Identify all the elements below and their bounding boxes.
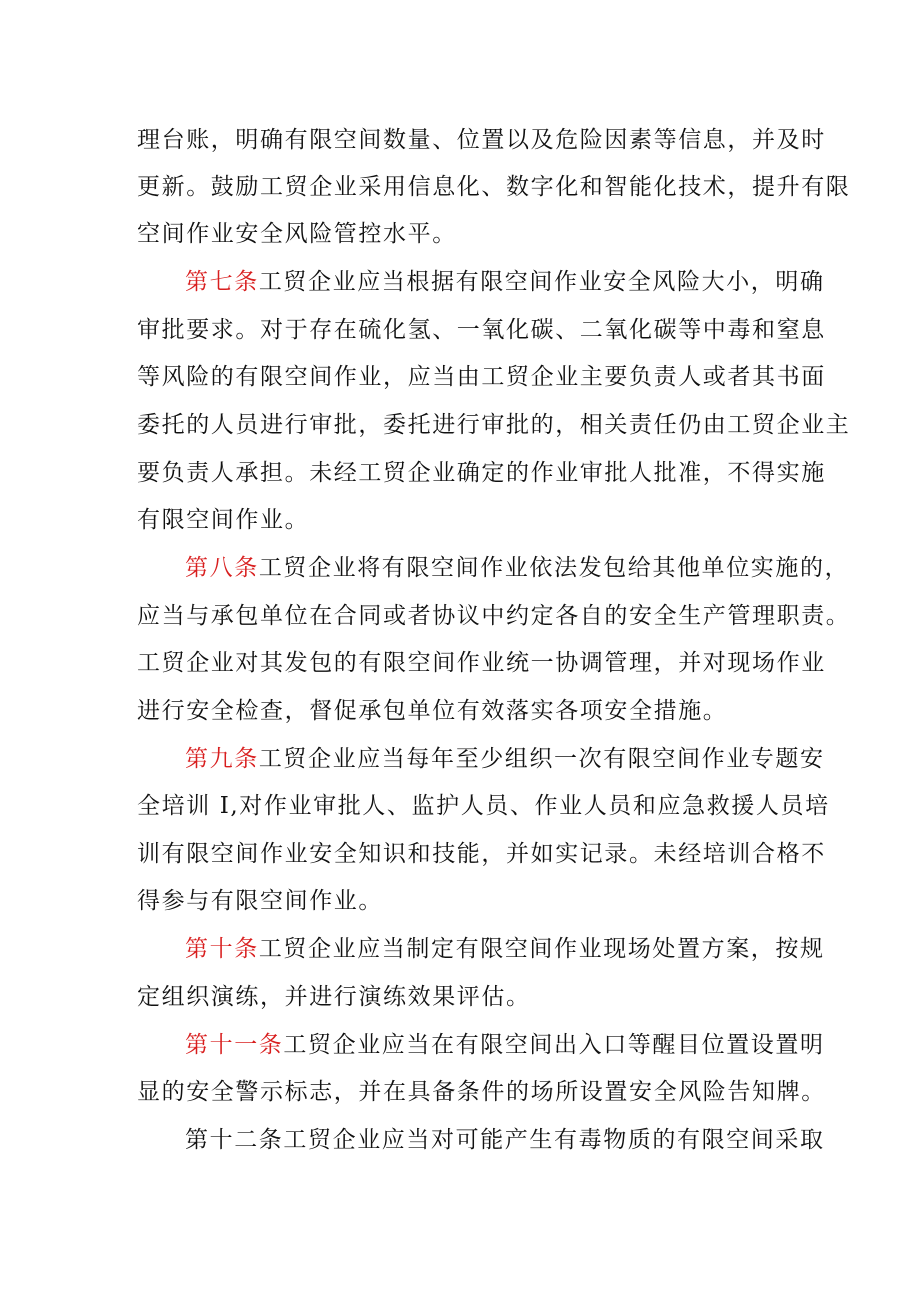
paragraph-line: 全培训 I,对作业审批人、监护人员、作业人员和应急救援人员培 [137,793,830,819]
article-number: 第八条 [185,555,259,581]
article-text: 工贸企业将有限空间作业依法发包给其他单位实施的， [258,555,850,581]
article-number: 第七条 [185,269,259,295]
article-8-first-line [185,553,849,583]
article-number: 第九条 [185,746,259,772]
article-11-first-line [185,1030,825,1060]
paragraph-line: 空间作业安全风险管控水平。 [137,221,457,247]
paragraph-line: 更新。鼓励工贸企业采用信息化、数字化和智能化技术，提升有限 [137,174,851,200]
article-number: 第十条 [185,936,259,962]
paragraph-line: 等风险的有限空间作业，应当由工贸企业主要负责人或者其书面 [137,364,826,390]
paragraph-line: 应当与承包单位在合同或者协议中约定各自的安全生产管理职责。 [137,603,851,629]
paragraph-line: 得参与有限空间作业。 [137,888,383,914]
article-9-first-line [185,744,825,774]
paragraph-line: 要负责人承担。未经工贸企业确定的作业审批人批准，不得实施 [137,460,826,486]
article-number: 第十一条 [185,1032,284,1058]
paragraph-line: 工贸企业对其发包的有限空间作业统一协调管理，并对现场作业 [137,650,826,676]
paragraph-line: 有限空间作业。 [137,507,310,533]
article-text: 工贸企业应当根据有限空间作业安全风险大小，明确 [258,269,825,295]
article-text: 工贸企业应当制定有限空间作业现场处置方案，按规 [258,936,825,962]
paragraph-line: 训有限空间作业安全知识和技能，并如实记录。未经培训合格不 [137,841,826,867]
paragraph-line: 审批要求。对于存在硫化氢、一氧化碳、二氧化碳等中毒和窒息 [137,317,826,343]
paragraph-line: 显的安全警示标志，并在具备条件的场所设置安全风险告知牌。 [137,1079,826,1105]
article-7-first-line [185,267,825,297]
article-text: 工贸企业应当在有限空间出入口等醒目位置设置明 [283,1032,825,1058]
article-10-first-line [185,934,825,964]
article-12-first-line: 第十二条工贸企业应当对可能产生有毒物质的有限空间采取 [185,1127,825,1153]
paragraph-line: 进行安全检查，督促承包单位有效落实各项安全措施。 [137,698,728,724]
article-text: 工贸企业应当每年至少组织一次有限空间作业专题安 [258,746,825,772]
paragraph-line: 定组织演练，并进行演练效果评估。 [137,984,531,1010]
paragraph-line: 委托的人员进行审批，委托进行审批的，相关责任仍由工贸企业主 [137,412,851,438]
paragraph-line: 理台账，明确有限空间数量、位置以及危险因素等信息，并及时 [137,127,826,153]
